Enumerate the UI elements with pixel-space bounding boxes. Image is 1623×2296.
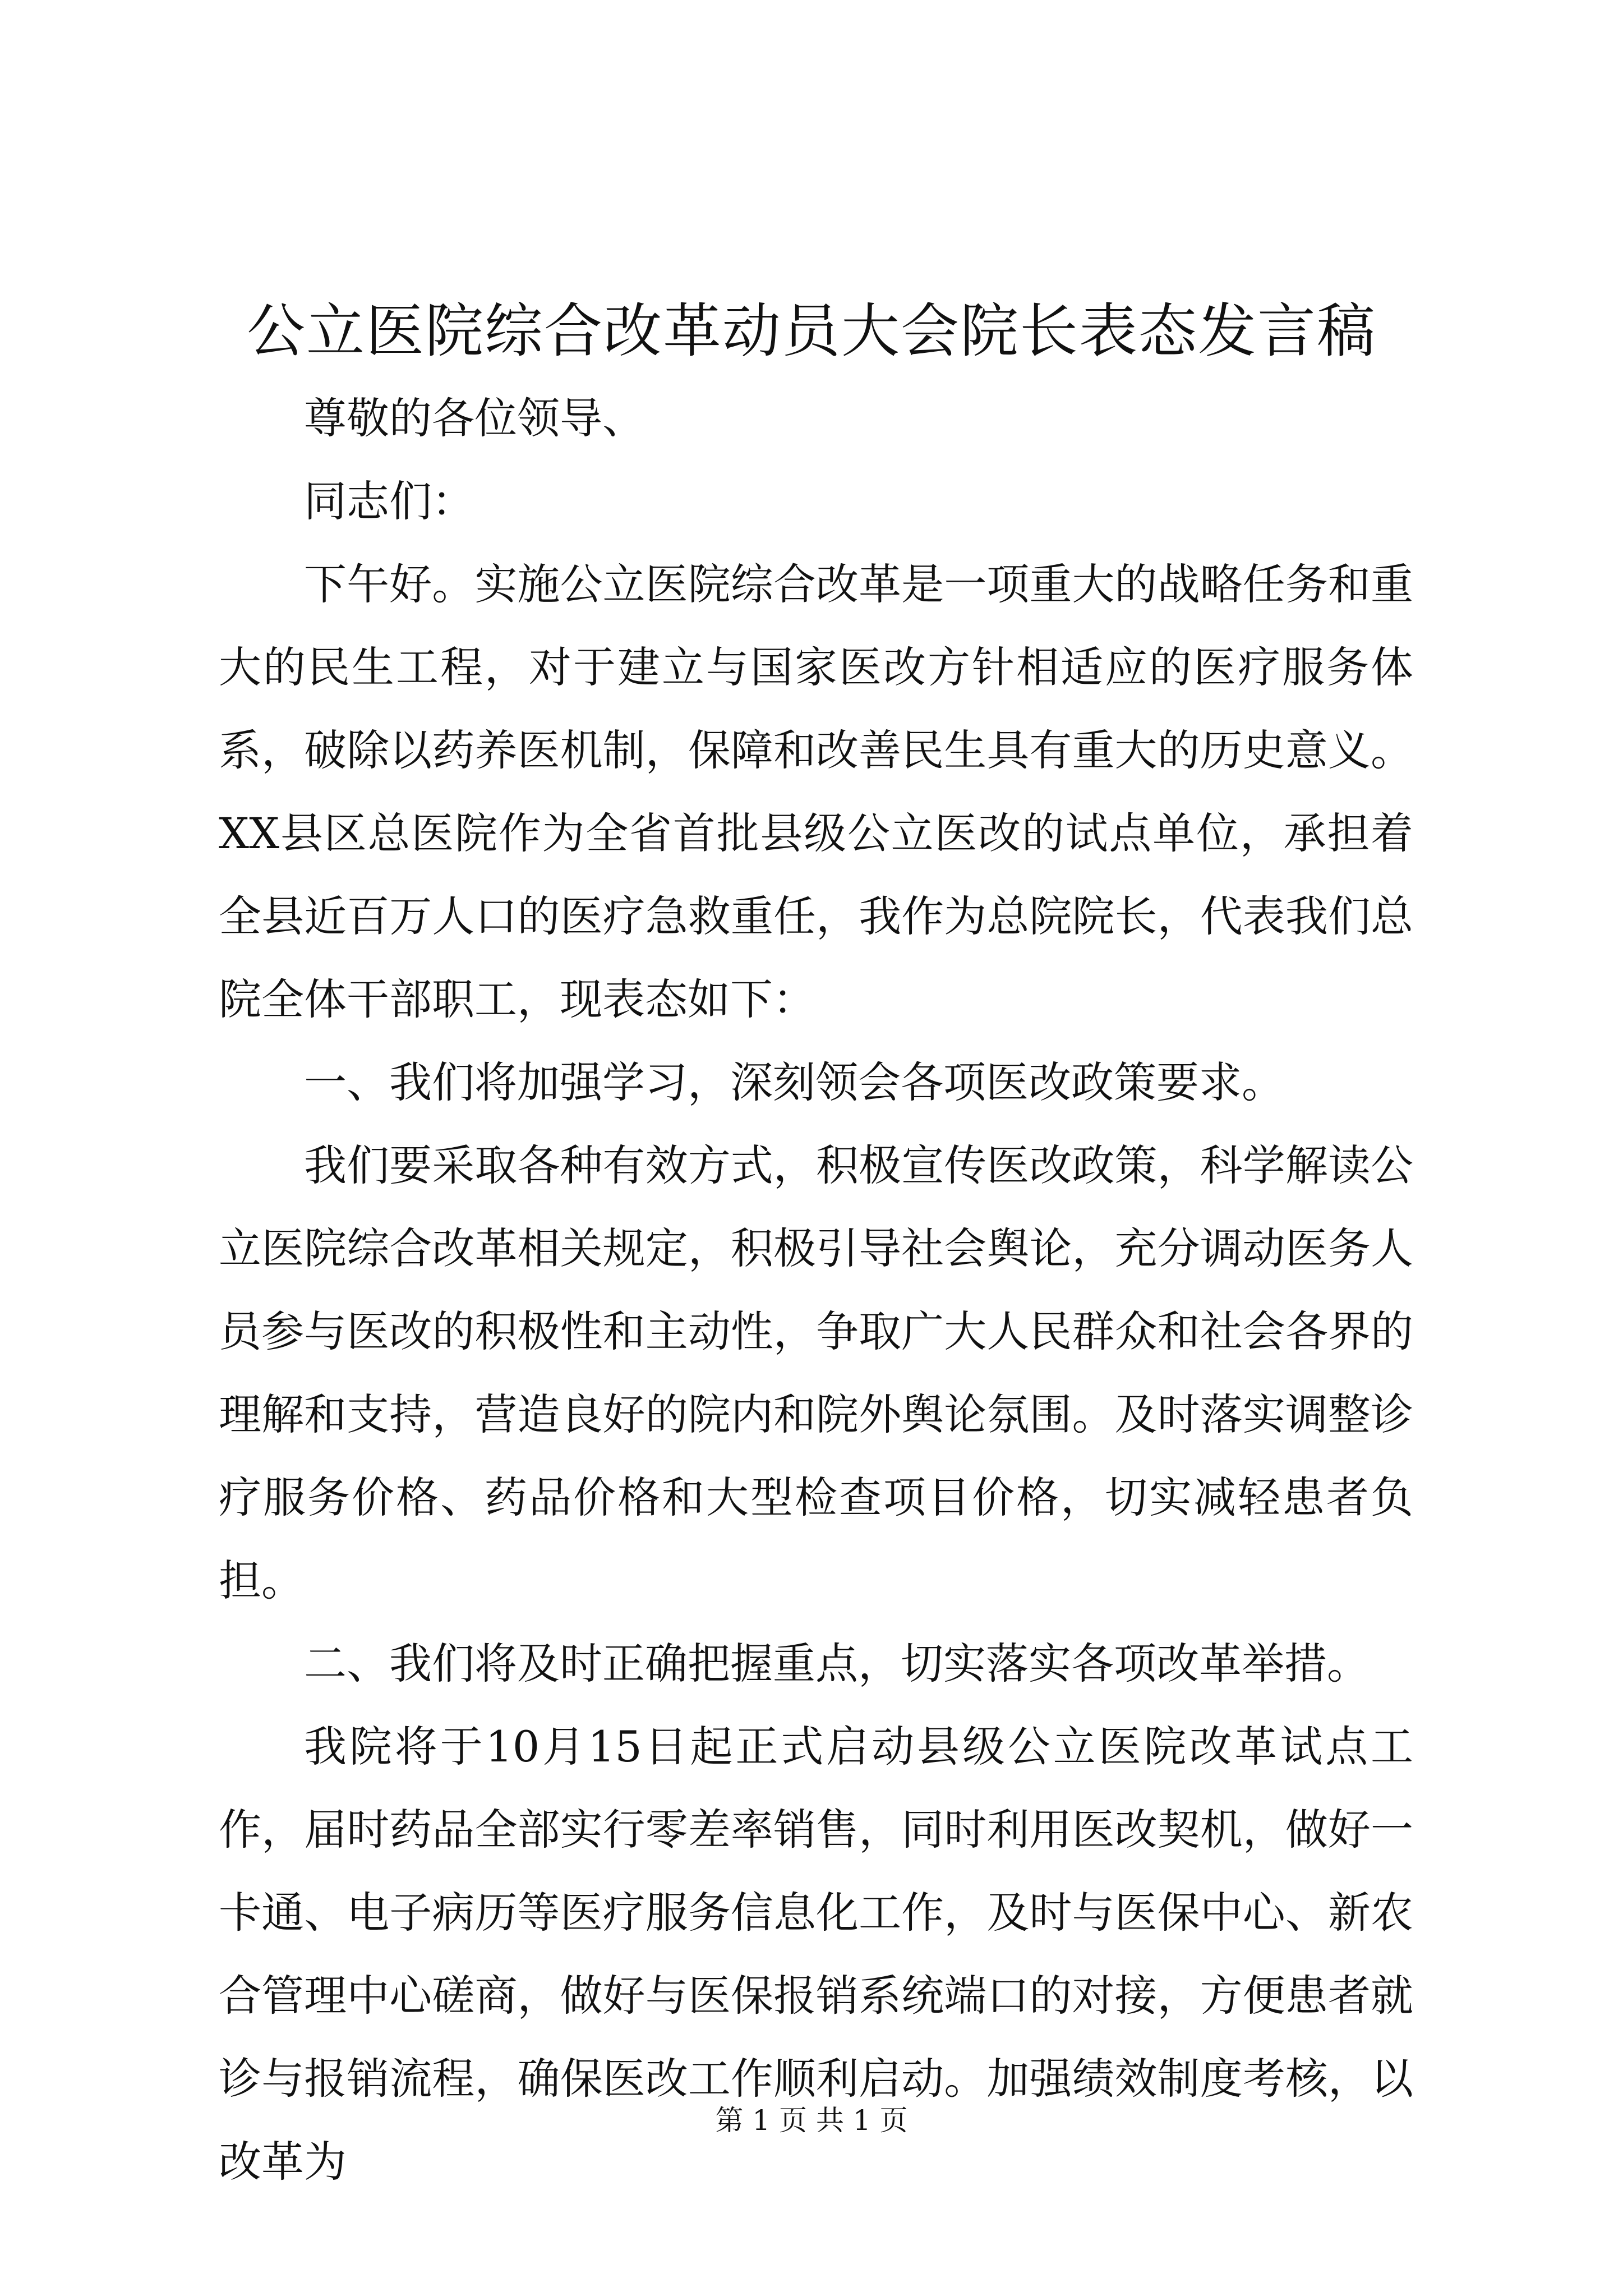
section-paragraph-1: 我们要采取各种有效方式，积极宣传医改政策，科学解读公立医院综合改革相关规定，积极引导社会舆论，充分调动医务人员参与医改的积极性和主动性，争取广大人民群众和社会各界的理解和支持，营造良好的院内和院外舆论氛围。及时落实调整诊疗服务价格、药品价格和大型检查项目价格，切实减轻患者负担。 xyxy=(219,1140,1413,1605)
section-heading-1: 一、我们将加强学习，深刻领会各项医改政策要求。 xyxy=(304,1057,1284,1107)
document-body xyxy=(219,377,1413,2203)
section-paragraph-2: 我院将于10月15日起正式启动县级公立医院改革试点工作，届时药品全部实行零差率销售，同时利用医改契机，做好一卡通、电子病历等医疗服务信息化工作，及时与医保中心、新农合管理中心磋商，做好与医保报销系统端口的对接，方便患者就诊与报销流程，确保医改工作顺利启动。加强绩效制度考核，以改革为 xyxy=(219,1722,1413,2187)
salutation-line-1: 尊敬的各位领导、 xyxy=(304,393,645,443)
page-footer: 第 1 页 共 1 页 xyxy=(715,2104,908,2137)
section-heading-2: 二、我们将及时正确把握重点，切实落实各项改革举措。 xyxy=(304,1639,1370,1688)
salutation-line-2: 同志们： xyxy=(304,476,474,526)
opening-paragraph: 下午好。实施公立医院综合改革是一项重大的战略任务和重大的民生工程，对于建立与国家医改方针相适应的医疗服务体系，破除以药养医机制，保障和改善民生具有重大的历史意义。XX县区总医院作为全省首批县级公立医改的试点单位，承担着全县近百万人口的医疗急救重任，我作为总院院长，代表我们总院全体干部职工，现表态如下： xyxy=(219,559,1413,1024)
document-title: 公立医院综合改革动员大会院长表态发言稿 xyxy=(246,297,1376,365)
